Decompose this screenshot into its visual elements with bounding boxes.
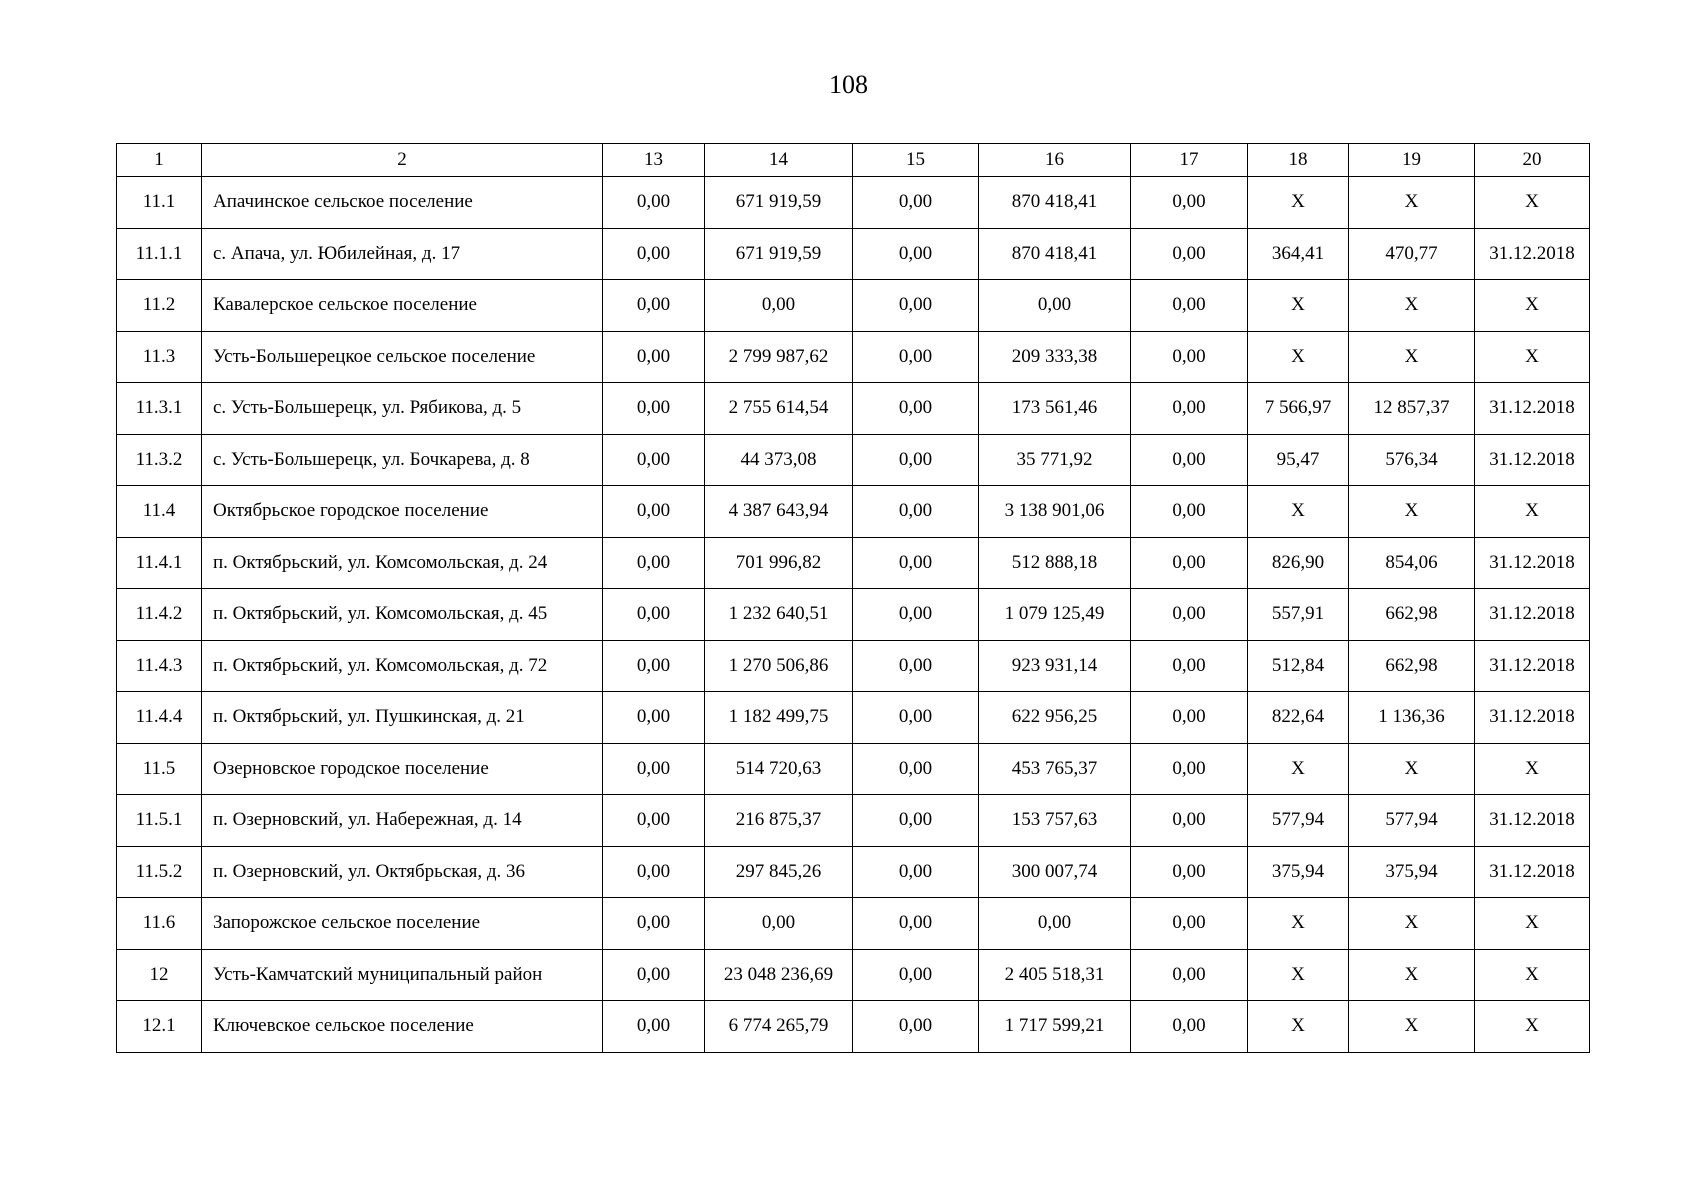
table-cell-col-14: 297 845,26 <box>705 846 853 898</box>
table-cell-col-18: X <box>1248 331 1349 383</box>
table-row <box>117 692 1590 744</box>
table-row <box>117 383 1590 435</box>
table-cell-col-20: X <box>1475 1001 1590 1053</box>
table-row <box>117 280 1590 332</box>
data-table <box>116 143 1590 1053</box>
table-cell-col-19: 662,98 <box>1349 589 1475 641</box>
table-cell-col-14: 23 048 236,69 <box>705 949 853 1001</box>
table-cell-col-13: 0,00 <box>603 537 705 589</box>
table-cell-col-13: 0,00 <box>603 331 705 383</box>
column-header-col-20: 20 <box>1475 144 1590 177</box>
table-cell-col-18: 826,90 <box>1248 537 1349 589</box>
table-cell-col-13: 0,00 <box>603 434 705 486</box>
table-cell-col-16: 870 418,41 <box>979 177 1131 229</box>
table-row <box>117 177 1590 229</box>
table-cell-col-20: X <box>1475 280 1590 332</box>
table-cell-col-18: 375,94 <box>1248 846 1349 898</box>
table-cell-col-2: Апачинское сельское поселение <box>202 177 603 229</box>
table-cell-col-20: 31.12.2018 <box>1475 383 1590 435</box>
table-cell-col-20: 31.12.2018 <box>1475 228 1590 280</box>
table-cell-col-18: X <box>1248 898 1349 950</box>
table-cell-col-2: Усть-Большерецкое сельское поселение <box>202 331 603 383</box>
table-cell-col-18: 95,47 <box>1248 434 1349 486</box>
table-cell-col-19: X <box>1349 949 1475 1001</box>
table-cell-col-1: 11.3.2 <box>117 434 202 486</box>
table-cell-col-20: X <box>1475 898 1590 950</box>
table-cell-col-13: 0,00 <box>603 589 705 641</box>
table-cell-col-1: 11.4.1 <box>117 537 202 589</box>
table-cell-col-1: 11.4 <box>117 486 202 538</box>
table-cell-col-13: 0,00 <box>603 692 705 744</box>
table-cell-col-15: 0,00 <box>853 743 979 795</box>
table-cell-col-2: п. Октябрьский, ул. Комсомольская, д. 45 <box>202 589 603 641</box>
table-cell-col-14: 6 774 265,79 <box>705 1001 853 1053</box>
table-cell-col-17: 0,00 <box>1131 486 1248 538</box>
table-cell-col-16: 153 757,63 <box>979 795 1131 847</box>
table-cell-col-18: 512,84 <box>1248 640 1349 692</box>
column-header-col-2: 2 <box>202 144 603 177</box>
table-cell-col-20: 31.12.2018 <box>1475 692 1590 744</box>
table-row <box>117 846 1590 898</box>
table-cell-col-16: 870 418,41 <box>979 228 1131 280</box>
table-cell-col-16: 1 717 599,21 <box>979 1001 1131 1053</box>
table-cell-col-1: 11.4.2 <box>117 589 202 641</box>
table-cell-col-16: 300 007,74 <box>979 846 1131 898</box>
table-cell-col-2: п. Октябрьский, ул. Комсомольская, д. 72 <box>202 640 603 692</box>
table-cell-col-2: Усть-Камчатский муниципальный район <box>202 949 603 1001</box>
table-cell-col-1: 11.2 <box>117 280 202 332</box>
table-cell-col-13: 0,00 <box>603 898 705 950</box>
table-cell-col-18: 822,64 <box>1248 692 1349 744</box>
table-row <box>117 949 1590 1001</box>
table-cell-col-2: с. Усть-Большерецк, ул. Рябикова, д. 5 <box>202 383 603 435</box>
table-cell-col-20: X <box>1475 177 1590 229</box>
table-cell-col-18: 364,41 <box>1248 228 1349 280</box>
table-cell-col-19: 12 857,37 <box>1349 383 1475 435</box>
table-cell-col-19: X <box>1349 331 1475 383</box>
table-row <box>117 743 1590 795</box>
table-cell-col-1: 11.6 <box>117 898 202 950</box>
table-row <box>117 331 1590 383</box>
table-cell-col-17: 0,00 <box>1131 177 1248 229</box>
table-cell-col-1: 11.5 <box>117 743 202 795</box>
table-cell-col-15: 0,00 <box>853 383 979 435</box>
table-cell-col-18: X <box>1248 486 1349 538</box>
table-cell-col-19: 470,77 <box>1349 228 1475 280</box>
column-header-col-14: 14 <box>705 144 853 177</box>
table-row <box>117 795 1590 847</box>
table-row <box>117 1001 1590 1053</box>
table-cell-col-17: 0,00 <box>1131 589 1248 641</box>
table-cell-col-14: 1 270 506,86 <box>705 640 853 692</box>
table-cell-col-20: X <box>1475 949 1590 1001</box>
table-cell-col-20: X <box>1475 331 1590 383</box>
table-cell-col-16: 173 561,46 <box>979 383 1131 435</box>
table-cell-col-17: 0,00 <box>1131 692 1248 744</box>
table-cell-col-19: 375,94 <box>1349 846 1475 898</box>
table-cell-col-2: Озерновское городское поселение <box>202 743 603 795</box>
table-cell-col-17: 0,00 <box>1131 434 1248 486</box>
table-cell-col-19: X <box>1349 486 1475 538</box>
table-cell-col-13: 0,00 <box>603 1001 705 1053</box>
table-cell-col-19: 577,94 <box>1349 795 1475 847</box>
table-cell-col-18: X <box>1248 177 1349 229</box>
table-row <box>117 434 1590 486</box>
table-cell-col-17: 0,00 <box>1131 795 1248 847</box>
table-cell-col-15: 0,00 <box>853 949 979 1001</box>
page-number: 108 <box>829 70 868 99</box>
table-cell-col-2: п. Озерновский, ул. Октябрьская, д. 36 <box>202 846 603 898</box>
table-cell-col-18: X <box>1248 280 1349 332</box>
table-row <box>117 537 1590 589</box>
table-cell-col-19: X <box>1349 898 1475 950</box>
table-cell-col-15: 0,00 <box>853 589 979 641</box>
table-cell-col-18: X <box>1248 743 1349 795</box>
table-cell-col-14: 514 720,63 <box>705 743 853 795</box>
table-cell-col-15: 0,00 <box>853 640 979 692</box>
table-cell-col-18: X <box>1248 949 1349 1001</box>
table-cell-col-17: 0,00 <box>1131 1001 1248 1053</box>
table-cell-col-17: 0,00 <box>1131 743 1248 795</box>
table-cell-col-2: Кавалерское сельское поселение <box>202 280 603 332</box>
table-cell-col-15: 0,00 <box>853 280 979 332</box>
table-cell-col-19: X <box>1349 743 1475 795</box>
table-cell-col-14: 0,00 <box>705 280 853 332</box>
table-cell-col-18: X <box>1248 1001 1349 1053</box>
table-cell-col-15: 0,00 <box>853 434 979 486</box>
table-row <box>117 228 1590 280</box>
table-cell-col-13: 0,00 <box>603 949 705 1001</box>
column-header-col-17: 17 <box>1131 144 1248 177</box>
table-cell-col-15: 0,00 <box>853 228 979 280</box>
table-cell-col-16: 0,00 <box>979 898 1131 950</box>
column-header-col-13: 13 <box>603 144 705 177</box>
table-cell-col-17: 0,00 <box>1131 383 1248 435</box>
table-cell-col-14: 0,00 <box>705 898 853 950</box>
header-row <box>117 144 1590 177</box>
table-cell-col-1: 11.5.2 <box>117 846 202 898</box>
table-cell-col-15: 0,00 <box>853 846 979 898</box>
table-body <box>117 177 1590 1053</box>
table-cell-col-17: 0,00 <box>1131 846 1248 898</box>
table-cell-col-20: X <box>1475 743 1590 795</box>
table-cell-col-14: 2 755 614,54 <box>705 383 853 435</box>
table-cell-col-15: 0,00 <box>853 795 979 847</box>
table-cell-col-1: 11.1 <box>117 177 202 229</box>
table-cell-col-2: Октябрьское городское поселение <box>202 486 603 538</box>
table-cell-col-14: 701 996,82 <box>705 537 853 589</box>
table-cell-col-14: 1 182 499,75 <box>705 692 853 744</box>
table-cell-col-16: 1 079 125,49 <box>979 589 1131 641</box>
table-cell-col-16: 923 931,14 <box>979 640 1131 692</box>
table-cell-col-18: 577,94 <box>1248 795 1349 847</box>
table-cell-col-17: 0,00 <box>1131 898 1248 950</box>
table-cell-col-18: 557,91 <box>1248 589 1349 641</box>
table-cell-col-1: 11.1.1 <box>117 228 202 280</box>
table-cell-col-16: 35 771,92 <box>979 434 1131 486</box>
table-cell-col-17: 0,00 <box>1131 640 1248 692</box>
table-cell-col-19: 662,98 <box>1349 640 1475 692</box>
table-cell-col-20: X <box>1475 486 1590 538</box>
table-cell-col-1: 12 <box>117 949 202 1001</box>
table-cell-col-15: 0,00 <box>853 331 979 383</box>
table-cell-col-1: 11.3.1 <box>117 383 202 435</box>
table-cell-col-20: 31.12.2018 <box>1475 589 1590 641</box>
table-cell-col-2: с. Апача, ул. Юбилейная, д. 17 <box>202 228 603 280</box>
table-cell-col-2: п. Октябрьский, ул. Комсомольская, д. 24 <box>202 537 603 589</box>
table-cell-col-19: X <box>1349 177 1475 229</box>
table-cell-col-1: 11.3 <box>117 331 202 383</box>
table-cell-col-14: 671 919,59 <box>705 177 853 229</box>
table-row <box>117 898 1590 950</box>
table-cell-col-16: 453 765,37 <box>979 743 1131 795</box>
table-cell-col-13: 0,00 <box>603 383 705 435</box>
table-cell-col-13: 0,00 <box>603 640 705 692</box>
table-cell-col-2: п. Озерновский, ул. Набережная, д. 14 <box>202 795 603 847</box>
table-cell-col-14: 671 919,59 <box>705 228 853 280</box>
table-cell-col-20: 31.12.2018 <box>1475 537 1590 589</box>
table-cell-col-15: 0,00 <box>853 1001 979 1053</box>
table-row <box>117 486 1590 538</box>
table-cell-col-19: 854,06 <box>1349 537 1475 589</box>
table-cell-col-14: 44 373,08 <box>705 434 853 486</box>
table-cell-col-13: 0,00 <box>603 486 705 538</box>
table-cell-col-15: 0,00 <box>853 898 979 950</box>
table-cell-col-16: 622 956,25 <box>979 692 1131 744</box>
column-header-col-15: 15 <box>853 144 979 177</box>
table-cell-col-13: 0,00 <box>603 846 705 898</box>
table-cell-col-19: X <box>1349 280 1475 332</box>
table-row <box>117 640 1590 692</box>
table-cell-col-13: 0,00 <box>603 228 705 280</box>
table-cell-col-19: 1 136,36 <box>1349 692 1475 744</box>
table-cell-col-13: 0,00 <box>603 743 705 795</box>
table-cell-col-1: 12.1 <box>117 1001 202 1053</box>
column-header-col-19: 19 <box>1349 144 1475 177</box>
table-header <box>117 144 1590 177</box>
table-cell-col-17: 0,00 <box>1131 228 1248 280</box>
table-cell-col-16: 512 888,18 <box>979 537 1131 589</box>
table-cell-col-2: Ключевское сельское поселение <box>202 1001 603 1053</box>
table-cell-col-1: 11.5.1 <box>117 795 202 847</box>
table-cell-col-17: 0,00 <box>1131 331 1248 383</box>
table-cell-col-14: 1 232 640,51 <box>705 589 853 641</box>
table-cell-col-15: 0,00 <box>853 486 979 538</box>
table-row <box>117 589 1590 641</box>
table-cell-col-20: 31.12.2018 <box>1475 640 1590 692</box>
table-cell-col-16: 0,00 <box>979 280 1131 332</box>
table-cell-col-14: 2 799 987,62 <box>705 331 853 383</box>
table-cell-col-18: 7 566,97 <box>1248 383 1349 435</box>
table-cell-col-2: п. Октябрьский, ул. Пушкинская, д. 21 <box>202 692 603 744</box>
table-cell-col-15: 0,00 <box>853 537 979 589</box>
table-cell-col-1: 11.4.4 <box>117 692 202 744</box>
column-header-col-18: 18 <box>1248 144 1349 177</box>
table-cell-col-16: 209 333,38 <box>979 331 1131 383</box>
table-cell-col-15: 0,00 <box>853 177 979 229</box>
table-cell-col-14: 4 387 643,94 <box>705 486 853 538</box>
table-cell-col-13: 0,00 <box>603 280 705 332</box>
table-cell-col-13: 0,00 <box>603 177 705 229</box>
table-cell-col-16: 2 405 518,31 <box>979 949 1131 1001</box>
table-cell-col-15: 0,00 <box>853 692 979 744</box>
table-cell-col-14: 216 875,37 <box>705 795 853 847</box>
table-cell-col-20: 31.12.2018 <box>1475 795 1590 847</box>
table-cell-col-20: 31.12.2018 <box>1475 846 1590 898</box>
table-cell-col-20: 31.12.2018 <box>1475 434 1590 486</box>
table-cell-col-17: 0,00 <box>1131 280 1248 332</box>
table-cell-col-2: Запорожское сельское поселение <box>202 898 603 950</box>
table-cell-col-17: 0,00 <box>1131 537 1248 589</box>
table-cell-col-1: 11.4.3 <box>117 640 202 692</box>
table-cell-col-16: 3 138 901,06 <box>979 486 1131 538</box>
table-cell-col-19: 576,34 <box>1349 434 1475 486</box>
table-cell-col-2: с. Усть-Большерецк, ул. Бочкарева, д. 8 <box>202 434 603 486</box>
table-cell-col-13: 0,00 <box>603 795 705 847</box>
column-header-col-1: 1 <box>117 144 202 177</box>
column-header-col-16: 16 <box>979 144 1131 177</box>
table-cell-col-17: 0,00 <box>1131 949 1248 1001</box>
table-cell-col-19: X <box>1349 1001 1475 1053</box>
